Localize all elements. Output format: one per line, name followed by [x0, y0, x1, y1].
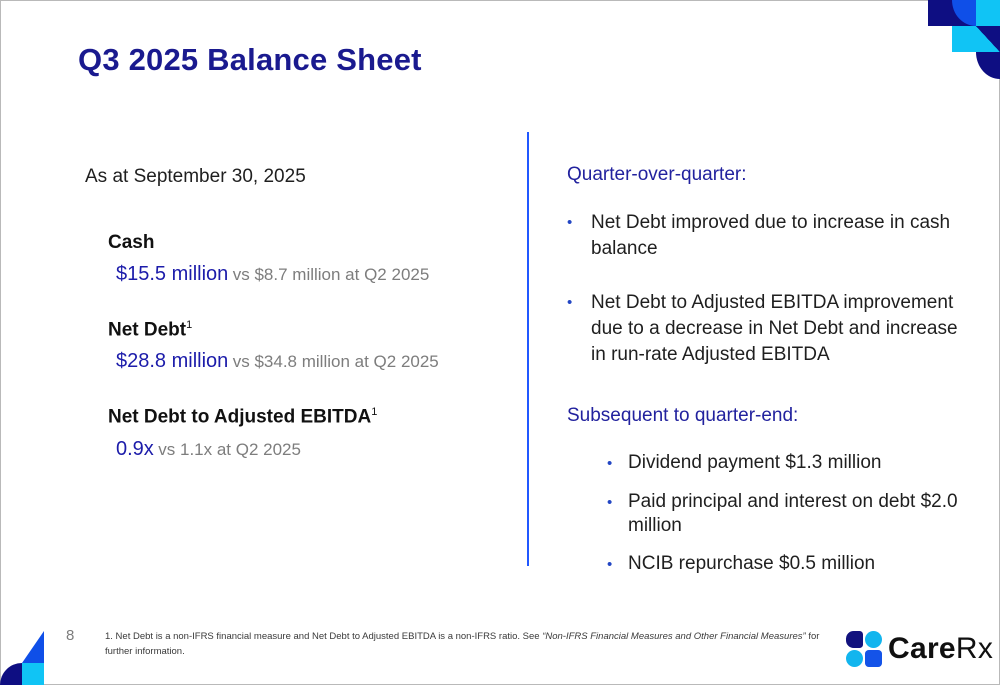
metric-comparison: vs $8.7 million at Q2 2025 [232, 265, 430, 284]
logo-navy-shape-icon [846, 631, 863, 648]
bullet-item [567, 210, 969, 262]
carerx-logo-text [888, 632, 993, 666]
logo-cyan-circle-icon [865, 631, 882, 648]
metric-value-line [116, 350, 505, 373]
bullet-item [607, 490, 969, 539]
bullet-dot-icon: • [607, 493, 613, 511]
metrics-list [108, 232, 505, 461]
metric-value-line [116, 263, 505, 286]
footnote-prefix: 1. Net Debt is a non-IFRS financial measure and Net Debt to Adjusted EBITDA is a non-IFRS ratio. See [105, 631, 543, 642]
deco-blue-quarter-circle-icon [952, 0, 976, 26]
metric-net-debt [108, 319, 505, 373]
metric-label-text: Net Debt to Adjusted EBITDA [108, 406, 372, 428]
deco-navy-quarter-circle-icon [0, 663, 22, 685]
bullet-dot-icon: • [567, 294, 573, 312]
deco-blue-triangle-icon [22, 631, 44, 663]
section-heading: Quarter-over-quarter: [567, 164, 747, 185]
bullet-dot-icon: • [607, 455, 613, 473]
section-heading: Subsequent to quarter-end: [567, 405, 799, 427]
bullet-item [567, 290, 969, 368]
metric-value-line [116, 438, 505, 461]
logo-text-rx: Rx [955, 632, 994, 665]
logo-cyan-circle-icon [846, 650, 863, 667]
deco-navy-square-icon [928, 0, 952, 26]
footnote-italic: “Non-IFRS Financial Measures and Other Financial Measures” [542, 631, 806, 642]
deco-cyan-square-icon [976, 0, 1000, 26]
bullet-text: Paid principal and interest on debt $2.0 million [628, 490, 958, 537]
logo-blue-square-icon [865, 650, 882, 667]
deco-cyan-square-icon [22, 663, 44, 685]
metric-value: $15.5 million [116, 263, 229, 285]
carerx-logo [846, 631, 993, 667]
deco-cyan-square-icon [952, 26, 976, 52]
commentary-panel [567, 164, 969, 590]
footnote-marker: 1 [186, 319, 193, 331]
metric-comparison: vs 1.1x at Q2 2025 [158, 439, 301, 459]
as-at-date-heading: As at September 30, 2025 [85, 166, 306, 187]
deco-diagonal-split-square-icon [976, 26, 1000, 52]
bullet-text: Net Debt to Adjusted EBITDA improvement due to a decrease in Net Debt and increase in run-rate Adjusted EBITDA [591, 292, 958, 366]
bullet-list [607, 451, 969, 577]
bullet-text: NCIB repurchase $0.5 million [628, 552, 876, 574]
deco-navy-quarter-circle-icon [976, 52, 1000, 79]
logo-text-care: Care [888, 632, 956, 665]
metric-value: $28.8 million [116, 350, 229, 373]
bullet-dot-icon: • [607, 555, 613, 573]
metric-net-debt-to-ebitda [108, 406, 505, 460]
bullet-item [607, 552, 969, 578]
vertical-divider [527, 132, 529, 566]
bullet-text: Dividend payment $1.3 million [628, 452, 882, 474]
section-quarter-over-quarter [567, 164, 969, 368]
carerx-logo-icon [846, 631, 883, 667]
bullet-item [607, 451, 969, 477]
bullet-dot-icon: • [567, 214, 573, 231]
footnote-marker: 1 [371, 406, 378, 419]
metric-label-text: Net Debt [108, 319, 187, 341]
balance-sheet-panel [85, 166, 505, 494]
footnote [105, 630, 843, 659]
section-subsequent-to-quarter-end [567, 405, 969, 577]
metric-cash [108, 232, 505, 286]
metric-label [108, 232, 505, 254]
bullet-list [567, 210, 969, 368]
footnote-suffix: for further information. [105, 631, 820, 657]
page-number: 8 [66, 627, 75, 644]
bullet-text: Net Debt improved due to increase in cash balance [591, 212, 951, 260]
metric-label [108, 319, 505, 341]
metric-comparison: vs $34.8 million at Q2 2025 [232, 352, 439, 372]
metric-label-text: Cash [108, 232, 155, 253]
slide-title: Q3 2025 Balance Sheet [78, 42, 422, 77]
metric-value: 0.9x [116, 437, 154, 460]
metric-label [108, 406, 505, 428]
